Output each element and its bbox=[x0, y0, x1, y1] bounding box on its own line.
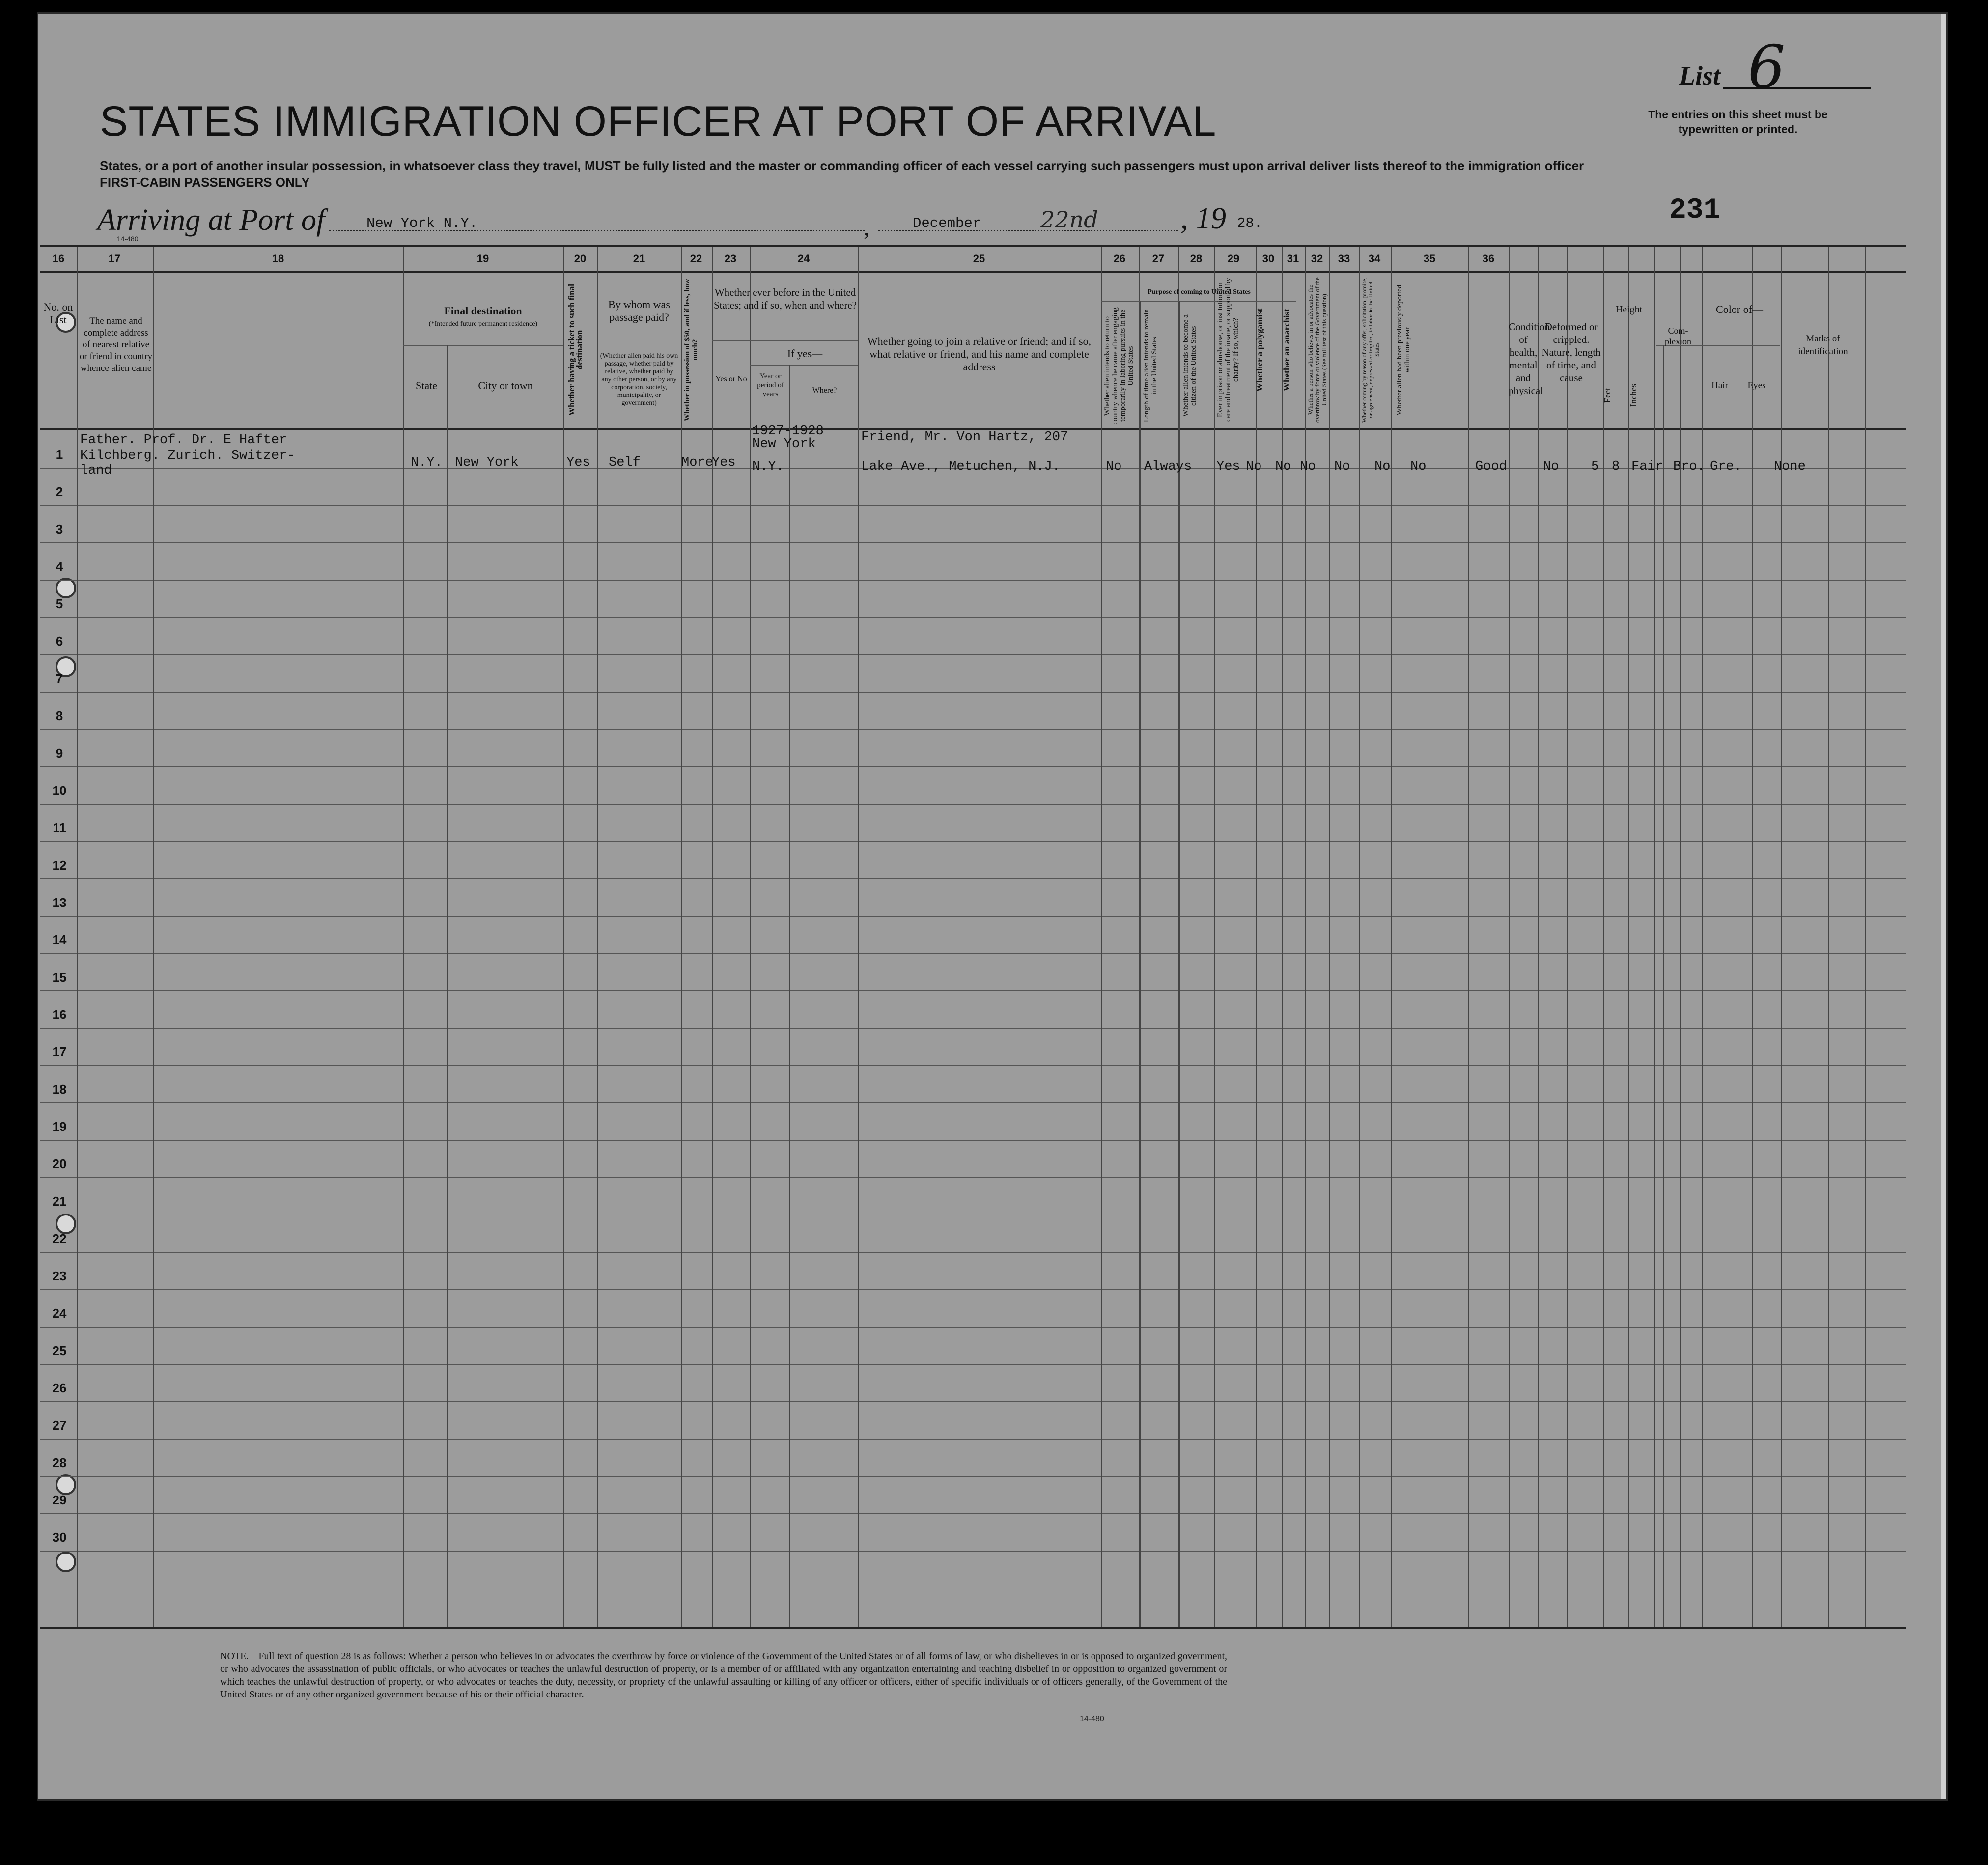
final-destination-header: Final destination bbox=[444, 305, 522, 317]
row-line bbox=[40, 1513, 1906, 1514]
marks-header: Marks of identification bbox=[1798, 334, 1848, 357]
anarchist-value: No bbox=[1300, 459, 1316, 474]
column-number: 31 bbox=[1287, 253, 1299, 265]
row-line bbox=[40, 692, 1906, 693]
labor-offer-header: Whether coming by reason of any offer, solicitation, promise, or agreement, expressed or implied, to labor in the United States bbox=[1361, 277, 1380, 423]
row-line bbox=[40, 505, 1906, 506]
column-number: 28 bbox=[1190, 253, 1203, 265]
row-line bbox=[40, 990, 1906, 991]
row-line bbox=[40, 841, 1906, 842]
column-number: 21 bbox=[633, 253, 645, 265]
row-number: 29 bbox=[52, 1493, 67, 1507]
column-number: 20 bbox=[574, 253, 587, 265]
row-line bbox=[40, 542, 1906, 543]
column-number: 35 bbox=[1423, 253, 1436, 265]
subtitle-text: States, or a port of another insular possession, in whatsoever class they travel, MUST be fully listed and the master or commanding officer of each vessel carrying such passengers must upon arrival deliver lists thereof to the immigration officer bbox=[100, 158, 1584, 173]
port-value: New York N.Y. bbox=[366, 215, 478, 231]
page-title: STATES IMMIGRATION OFFICER AT PORT OF ARRIVAL bbox=[100, 98, 1217, 145]
column-number: 34 bbox=[1368, 253, 1381, 265]
length-header: Length of time alien intends to remain in the United States bbox=[1143, 309, 1158, 423]
overthrow-header: Whether a person who believes in or advocates the overthrow by force or violence of the Government of the United States (See full text of this question) bbox=[1307, 277, 1328, 423]
row-number: 16 bbox=[52, 1007, 67, 1022]
row-number: 17 bbox=[52, 1045, 67, 1059]
column-line bbox=[1468, 247, 1469, 1627]
column-line bbox=[1865, 247, 1866, 1627]
manifest-table bbox=[40, 245, 1906, 1629]
labor-offer-value: No bbox=[1374, 459, 1391, 474]
feet-value: 5 bbox=[1591, 459, 1599, 474]
row-line bbox=[40, 1028, 1906, 1029]
row-number: 25 bbox=[52, 1343, 67, 1358]
row-line bbox=[40, 617, 1906, 618]
column-line bbox=[597, 247, 598, 1627]
subheader-line bbox=[750, 365, 858, 366]
subcolumn-line bbox=[1140, 301, 1141, 1627]
header-divider bbox=[40, 271, 1906, 273]
year-value: 28. bbox=[1237, 215, 1263, 231]
column-line bbox=[1101, 247, 1102, 1627]
city-header: City or town bbox=[478, 379, 533, 392]
row-line bbox=[40, 1364, 1906, 1365]
row-number: 15 bbox=[52, 970, 67, 985]
column-line bbox=[1567, 247, 1568, 1627]
row-line bbox=[40, 1102, 1906, 1103]
year-prefix: , 19 bbox=[1180, 202, 1226, 235]
column-number: 32 bbox=[1311, 253, 1323, 265]
year-header: Year or period of years bbox=[757, 372, 784, 398]
ticket-value: Yes bbox=[566, 455, 590, 470]
column-line bbox=[712, 247, 713, 1627]
final-destination-note: (*Intended future permanent residence) bbox=[428, 320, 538, 328]
subheader-line bbox=[712, 340, 858, 341]
column-number: 26 bbox=[1113, 253, 1126, 265]
hair-value: Bro. bbox=[1673, 459, 1705, 474]
month-value: December bbox=[913, 215, 981, 231]
row-number: 5 bbox=[56, 596, 63, 611]
column-line bbox=[1752, 247, 1753, 1627]
class-line: FIRST-CABIN PASSENGERS ONLY bbox=[100, 175, 310, 190]
citizen-value: Yes bbox=[1216, 459, 1240, 474]
before-where-1: New York bbox=[752, 437, 816, 452]
column-line bbox=[750, 247, 751, 1627]
column-line bbox=[1359, 247, 1360, 1627]
row-number: 12 bbox=[52, 858, 67, 873]
anarchist-header: Whether an anarchist bbox=[1282, 309, 1291, 391]
column-line bbox=[1214, 247, 1215, 1627]
row-line bbox=[40, 953, 1906, 954]
column-line bbox=[1509, 247, 1510, 1627]
row-number: 14 bbox=[52, 932, 67, 947]
joining-header: Whether going to join a relative or friend; and if so, what relative or friend, and his name and complete address bbox=[867, 335, 1092, 373]
paid-by-value: Self bbox=[609, 455, 641, 470]
complexion-header: Com-plexion bbox=[1665, 326, 1691, 346]
yes-no-header: Yes or No bbox=[715, 375, 747, 383]
complexion-value: Fair bbox=[1631, 459, 1663, 474]
ticket-header: Whether having a ticket to such final destination bbox=[567, 284, 584, 416]
row-number: 28 bbox=[52, 1455, 67, 1470]
column-number: 19 bbox=[476, 253, 489, 265]
row-number: 27 bbox=[52, 1418, 67, 1433]
column-number: 25 bbox=[973, 253, 985, 265]
prison-header: Ever in prison or almshouse, or institution for care and treatment of the insane, or supported by charity? If so, which? bbox=[1216, 278, 1240, 422]
deported-value: No bbox=[1410, 459, 1427, 474]
polygamist-value: No bbox=[1275, 459, 1291, 474]
inches-value: 8 bbox=[1612, 459, 1620, 474]
relative-line-3: land bbox=[80, 463, 112, 478]
form-code: 14-480 bbox=[117, 235, 139, 243]
deformed-value: No bbox=[1543, 459, 1559, 474]
no-on-list-header: No. on List bbox=[43, 301, 73, 326]
column-line bbox=[1329, 247, 1330, 1627]
row-number: 6 bbox=[56, 634, 63, 649]
height-header: Height bbox=[1615, 304, 1643, 315]
prison-value: No bbox=[1246, 459, 1262, 474]
comma: , bbox=[864, 215, 869, 241]
row-line bbox=[40, 1401, 1906, 1402]
subcolumn-line bbox=[1663, 345, 1664, 1627]
list-underline bbox=[1723, 87, 1871, 89]
column-line bbox=[1282, 247, 1283, 1627]
column-line bbox=[1828, 247, 1829, 1627]
row-number: 1 bbox=[56, 447, 63, 462]
sheet-edge bbox=[1941, 14, 1948, 1799]
inches-header: Inches bbox=[1628, 384, 1638, 407]
row-number: 9 bbox=[56, 746, 63, 761]
row-line bbox=[40, 878, 1906, 879]
money-header: Whether in possession of $50, and if less, how much? bbox=[683, 279, 699, 421]
before-yes-no-value: Yes bbox=[712, 455, 736, 470]
row-number: 26 bbox=[52, 1381, 67, 1395]
deformed-header: Deformed or crippled. Nature, length of time, and cause bbox=[1541, 321, 1601, 384]
hair-header: Hair bbox=[1711, 380, 1728, 391]
row-line bbox=[40, 916, 1906, 917]
row-number: 10 bbox=[52, 783, 67, 798]
row-number: 18 bbox=[52, 1082, 67, 1097]
row-number: 2 bbox=[56, 484, 63, 499]
marks-value: None bbox=[1774, 459, 1806, 474]
column-line bbox=[563, 247, 564, 1627]
column-line bbox=[681, 247, 682, 1627]
subcolumn-line bbox=[789, 365, 790, 1627]
row-number: 8 bbox=[56, 708, 63, 723]
row-line bbox=[40, 1289, 1906, 1290]
passage-paid-note: (Whether alien paid his own passage, whether paid by relative, whether paid by any other person, or by any corporation, society, municipality, or government) bbox=[600, 352, 678, 407]
column-line bbox=[1680, 247, 1681, 1627]
eyes-value: Gre. bbox=[1710, 459, 1742, 474]
row-number: 4 bbox=[56, 559, 63, 574]
subtitle bbox=[100, 157, 1632, 191]
color-of-header: Color of— bbox=[1716, 303, 1763, 315]
column-number: 23 bbox=[724, 253, 737, 265]
relative-line-1: Father. Prof. Dr. E Hafter bbox=[80, 433, 287, 448]
row-number: 21 bbox=[52, 1194, 67, 1209]
length-stay-value: Always bbox=[1144, 459, 1192, 474]
row-number: 7 bbox=[56, 671, 63, 686]
health-value: Good bbox=[1475, 459, 1507, 474]
return-header: Whether alien intends to return to country whence he came after engaging temporarily in laboring pursuits in the United States bbox=[1103, 307, 1135, 424]
arriving-label: Arriving at Port of bbox=[97, 203, 325, 237]
row-number: 24 bbox=[52, 1306, 67, 1321]
column-number: 18 bbox=[272, 253, 284, 265]
column-number: 16 bbox=[52, 253, 65, 265]
column-line bbox=[1654, 247, 1655, 1627]
column-number: 27 bbox=[1152, 253, 1165, 265]
row-line bbox=[40, 654, 1906, 655]
row-number: 19 bbox=[52, 1119, 67, 1134]
column-line bbox=[1702, 247, 1703, 1627]
health-header: Condition of health, mental and physical bbox=[1509, 321, 1550, 396]
row-line bbox=[40, 804, 1906, 805]
column-number: 30 bbox=[1262, 253, 1275, 265]
row-number: 30 bbox=[52, 1530, 67, 1545]
column-line bbox=[858, 247, 859, 1627]
row-line bbox=[40, 1476, 1906, 1477]
deported-header: Whether alien had been previously deported within one year bbox=[1396, 284, 1411, 415]
purpose-header: Purpose of coming to United States bbox=[1148, 288, 1251, 296]
footnote: NOTE.—Full text of question 28 is as follows: Whether a person who believes in or advocates the overthrow by force or violence of the Government of the United States or of all forms of law, or who disbelieves in or is opposed to organized government, or who advocates the assassination of public officials, or who advocates or teaches the unlawful destruction of property, or is a member of or affiliated with any organization entertaining and teaching disbelief in or opposition to organized government or which teaches the unlawful destruction of property, or who advocates or teaches the duty, necessity, or propriety of the unlawful assaulting or killing of any officer or officers, either of specific individuals or of officers generally, of the Government of the United States or of any other organized government because of his or their official character. bbox=[220, 1651, 1227, 1700]
subheader-line bbox=[403, 345, 563, 346]
footnote-code: 14-480 bbox=[1080, 1715, 1104, 1723]
subheader-line bbox=[1704, 345, 1780, 346]
relative-line-2: Kilchberg. Zurich. Switzer- bbox=[80, 449, 295, 463]
row-number: 20 bbox=[52, 1157, 67, 1171]
where-header: Where? bbox=[812, 386, 837, 395]
column-line bbox=[1139, 247, 1140, 1627]
state-header: State bbox=[416, 379, 437, 392]
row-line bbox=[40, 1177, 1906, 1178]
row-line bbox=[40, 1252, 1906, 1253]
row-line bbox=[40, 580, 1906, 581]
subcolumn-line bbox=[1179, 301, 1180, 1627]
column-number: 29 bbox=[1227, 253, 1240, 265]
column-line bbox=[1603, 247, 1604, 1627]
column-line bbox=[1538, 247, 1539, 1627]
before-where-2: N.Y. bbox=[752, 459, 784, 474]
overthrow-value: No bbox=[1334, 459, 1350, 474]
list-number: 6 bbox=[1748, 33, 1786, 102]
stamp-number: 231 bbox=[1669, 195, 1721, 226]
row-number: 23 bbox=[52, 1269, 67, 1283]
day-value: 22nd bbox=[1040, 206, 1098, 233]
joining-line-1: Friend, Mr. Von Hartz, 207 bbox=[861, 430, 1068, 445]
money-value: More bbox=[681, 455, 713, 470]
city-value: New York bbox=[455, 455, 519, 470]
joining-line-2: Lake Ave., Metuchen, N.J. bbox=[861, 459, 1061, 474]
state-value: N.Y. bbox=[411, 455, 443, 470]
row-number: 3 bbox=[56, 522, 63, 537]
relative-address-header: The name and complete address of nearest relative or friend in country whence alien came bbox=[79, 316, 153, 373]
citizen-header: Whether alien intends to become a citizen of the United States bbox=[1182, 314, 1198, 417]
row-line bbox=[40, 1065, 1906, 1066]
row-line bbox=[40, 1551, 1906, 1552]
row-line bbox=[40, 1439, 1906, 1440]
column-line bbox=[1781, 247, 1782, 1627]
polygamist-header: Whether a polygamist bbox=[1255, 308, 1264, 392]
column-number: 24 bbox=[797, 253, 810, 265]
column-line bbox=[1391, 247, 1392, 1627]
eyes-header: Eyes bbox=[1747, 380, 1766, 391]
subcolumn-line bbox=[447, 345, 448, 1627]
column-line bbox=[1256, 247, 1257, 1627]
return-value: No bbox=[1106, 459, 1122, 474]
column-number: 33 bbox=[1338, 253, 1350, 265]
row-number: 22 bbox=[52, 1231, 67, 1246]
column-number: 17 bbox=[108, 253, 121, 265]
row-line bbox=[40, 729, 1906, 730]
list-label: List bbox=[1679, 61, 1721, 90]
row-line bbox=[40, 766, 1906, 767]
ever-before-header: Whether ever before in the United States; and if so, when and where? bbox=[714, 286, 857, 311]
column-number: 22 bbox=[690, 253, 702, 265]
passage-paid-header: By whom was passage paid? bbox=[608, 298, 670, 323]
row-number: 13 bbox=[52, 895, 67, 910]
row-line bbox=[40, 1140, 1906, 1141]
column-number: 36 bbox=[1482, 253, 1495, 265]
if-yes-header: If yes— bbox=[787, 347, 823, 360]
manifest-sheet bbox=[37, 12, 1948, 1801]
column-line bbox=[403, 247, 404, 1627]
before-years-value: 1927-1928 bbox=[752, 424, 824, 439]
column-line bbox=[1305, 247, 1306, 1627]
feet-header: Feet bbox=[1602, 388, 1612, 403]
row-line bbox=[40, 1327, 1906, 1328]
column-line bbox=[1628, 247, 1629, 1627]
row-number: 11 bbox=[53, 820, 66, 835]
typewritten-note: The entries on this sheet must be typewritten or printed. bbox=[1648, 108, 1828, 136]
